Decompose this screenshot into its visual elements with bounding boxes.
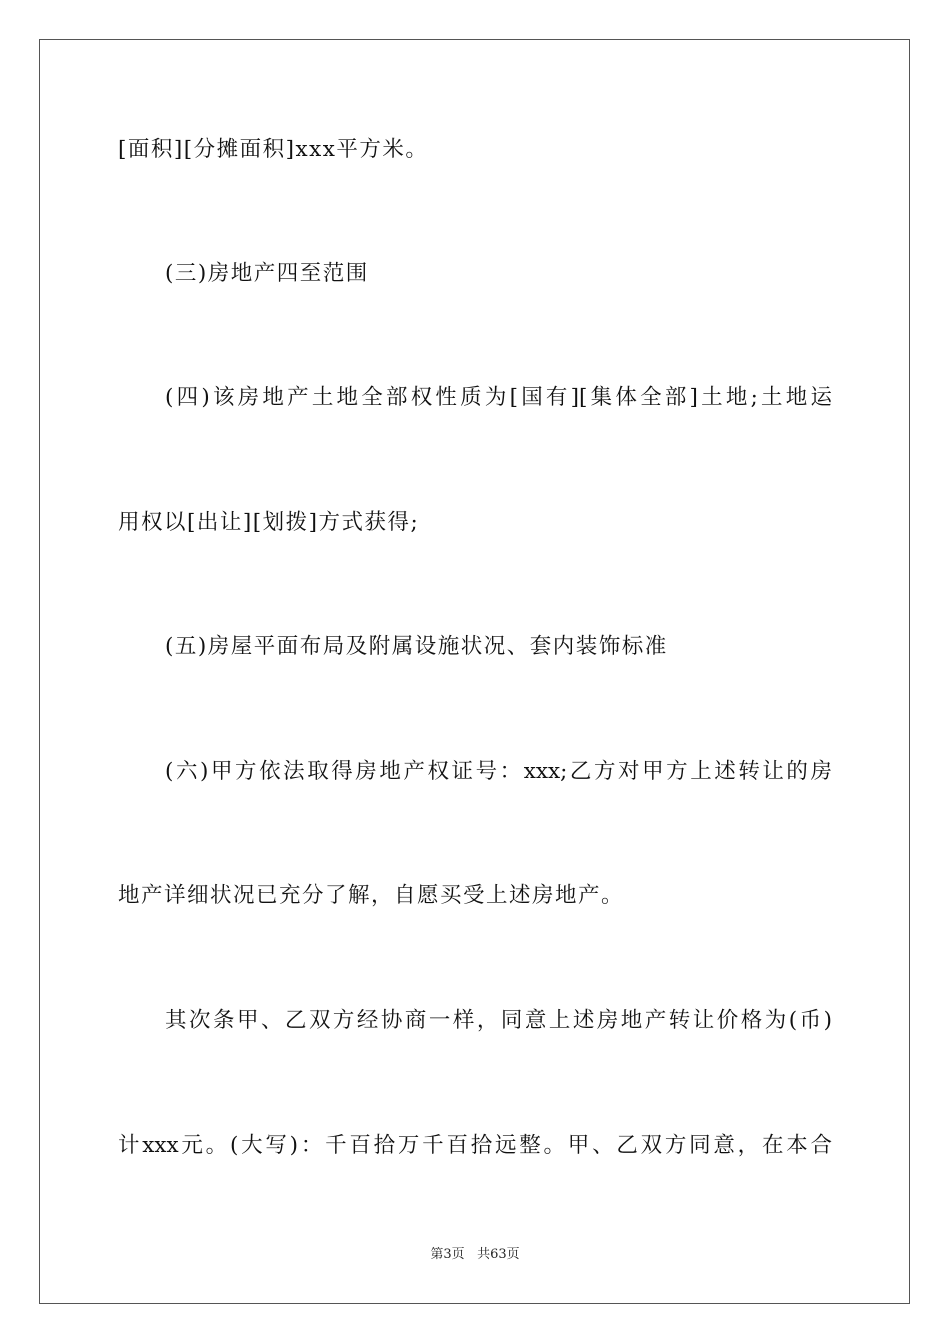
footer-spacer <box>465 1247 477 1262</box>
page-border <box>39 39 910 1304</box>
paragraph-line-5: (五)房屋平面布局及附属设施状况、套内装饰标准 <box>165 634 668 659</box>
paragraph-line-1: [面积][分摊面积]xxx平方米。 <box>118 137 429 162</box>
paragraph-line-6: (六)甲方依法取得房地产权证号：xxx;乙方对甲方上述转让的房 <box>165 759 832 784</box>
paragraph-line-8: 其次条甲、乙双方经协商一样，同意上述房地产转让价格为(币) <box>165 1008 832 1033</box>
page-footer <box>0 1246 950 1264</box>
paragraph-line-7: 地产详细状况已充分了解，自愿买受上述房地产。 <box>118 883 625 908</box>
paragraph-line-4: 用权以[出让][划拨]方式获得; <box>118 510 420 535</box>
paragraph-line-3: (四)该房地产土地全部权性质为[国有][集体全部]土地;土地运 <box>165 385 832 410</box>
paragraph-line-2: (三)房地产四至范围 <box>165 261 369 286</box>
total-pages: 共63页 <box>477 1247 520 1262</box>
page-number: 第3页 <box>430 1247 465 1262</box>
paragraph-line-9: 计xxx元。(大写)：千百拾万千百拾远整。甲、乙双方同意，在本合 <box>118 1133 832 1158</box>
